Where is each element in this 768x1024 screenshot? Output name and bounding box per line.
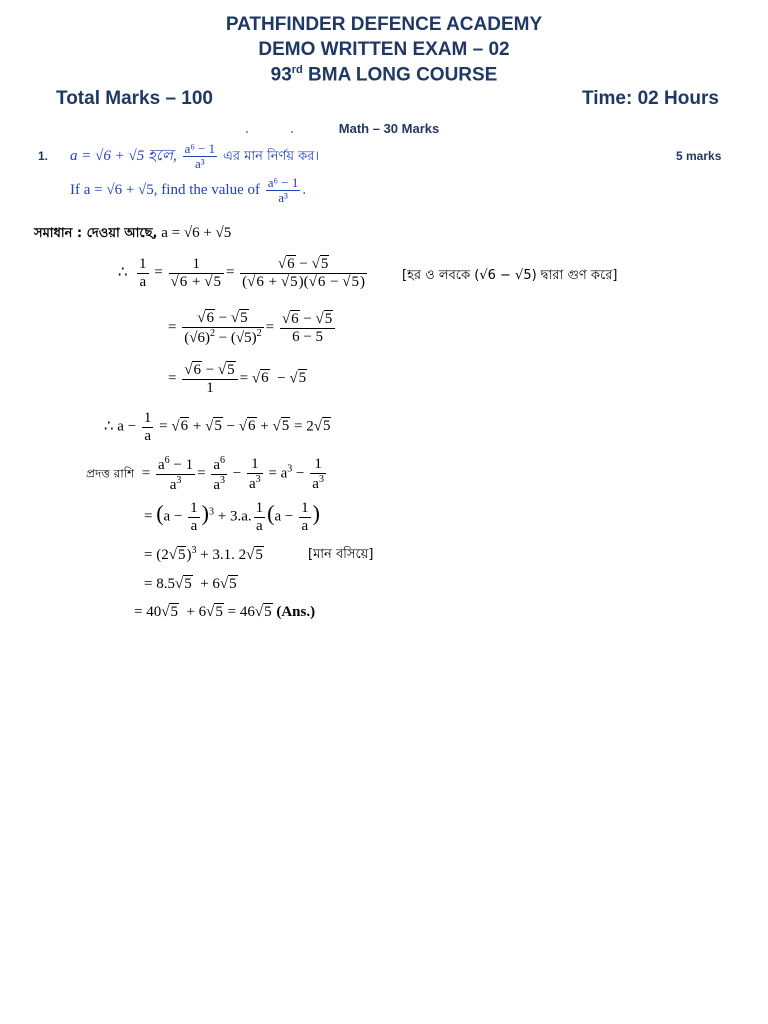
- solution-step-final: = 40√5 + 6√5 = 46√5 (Ans.): [134, 604, 316, 620]
- question-fraction: $\frac{\text{a⁶ − 1}}{\text{a³}}$: [267, 175, 299, 206]
- section-title: Math – 30 Marks: [338, 121, 440, 136]
- question-marks: 5 marks: [676, 149, 722, 163]
- note-multiply: [হর ও লবকে (√6 − √5) দ্বারা গুণ করে]: [402, 268, 618, 283]
- solution-step-expand: = 8.5√5 + 6√5: [144, 576, 237, 592]
- course-title: [0, 64, 768, 86]
- solution-step-reciprocal: ∴ $\frac{1}{a}$ = $\frac{1}{√6 + √5}$ = $\frac{√6 - √5}{(√6 + √5)(√6 - √5)}$: [118, 256, 366, 290]
- course-name: BMA LONG COURSE: [302, 64, 498, 86]
- question-english: If a = √6 + √5, find the value of $\frac{\text{a⁶ − 1}}{\text{a³}}$ .: [70, 175, 307, 206]
- exam-time: Time: 02 Hours: [582, 88, 719, 109]
- solution-given-label2: প্রদত্ত রাশি: [86, 466, 135, 481]
- answer-label: (Ans.): [276, 604, 316, 620]
- solution-given-expr: a = √6 + √5: [161, 225, 232, 241]
- solution-step-substitute: = $(2√5)^3 + 3.1$. 2√5: [144, 545, 263, 563]
- solution-given: [34, 226, 231, 241]
- solution-step-difference: ∴ a − $\frac{1}{a}$ = √6 + √5 − √6 + √5 = 2√5: [104, 410, 331, 444]
- question-bangla: [70, 142, 319, 172]
- academy-title: PATHFINDER DEFENCE ACADEMY: [225, 14, 543, 35]
- solution-step-expression: প্রদত্ত রাশি = $\frac{a^6 - 1}{a^3}$ = $\frac{a^6}{a^3}$ − $\frac{1}{a^3}$ = $a^3$ − $\frac{1}{a^3}$: [86, 455, 324, 493]
- exam-title: DEMO WRITTEN EXAM – 02: [258, 39, 510, 60]
- total-marks: Total Marks – 100: [56, 88, 214, 109]
- question-bangla-suffix: এর মান নির্ণয় কর।: [222, 149, 320, 165]
- question-number: 1.: [38, 149, 49, 163]
- course-number: 93: [270, 64, 292, 86]
- note-substitute: [মান বসিয়ে]: [308, 547, 374, 562]
- question-english-prefix: If a = √6 + √5, find the value of: [70, 182, 260, 199]
- question-bangla-prefix: a = √6 + √5 হলে,: [70, 148, 177, 165]
- solution-given-label: সমাধান : দেওয়া আছে,: [34, 226, 158, 241]
- solution-step-rationalize: = $\frac{√6 - √5}{(√6)^2 - (√5)^2}$ = $\frac{√6 - √5}{6 - 5}$: [168, 310, 337, 346]
- solution-step-simplify: = $\frac{√6 - √5}{1}$ = √6 − √5: [168, 362, 307, 396]
- solution-step-identity: = (a − $\frac{1}{a}$ )$^3$ + 3.a. $\frac{1}{a}$ (a − $\frac{1}{a}$ ): [144, 500, 320, 534]
- question-fraction: $\frac{\text{a⁶ − 1}}{\text{a³}}$: [184, 141, 216, 172]
- course-ordinal: rd: [291, 64, 303, 76]
